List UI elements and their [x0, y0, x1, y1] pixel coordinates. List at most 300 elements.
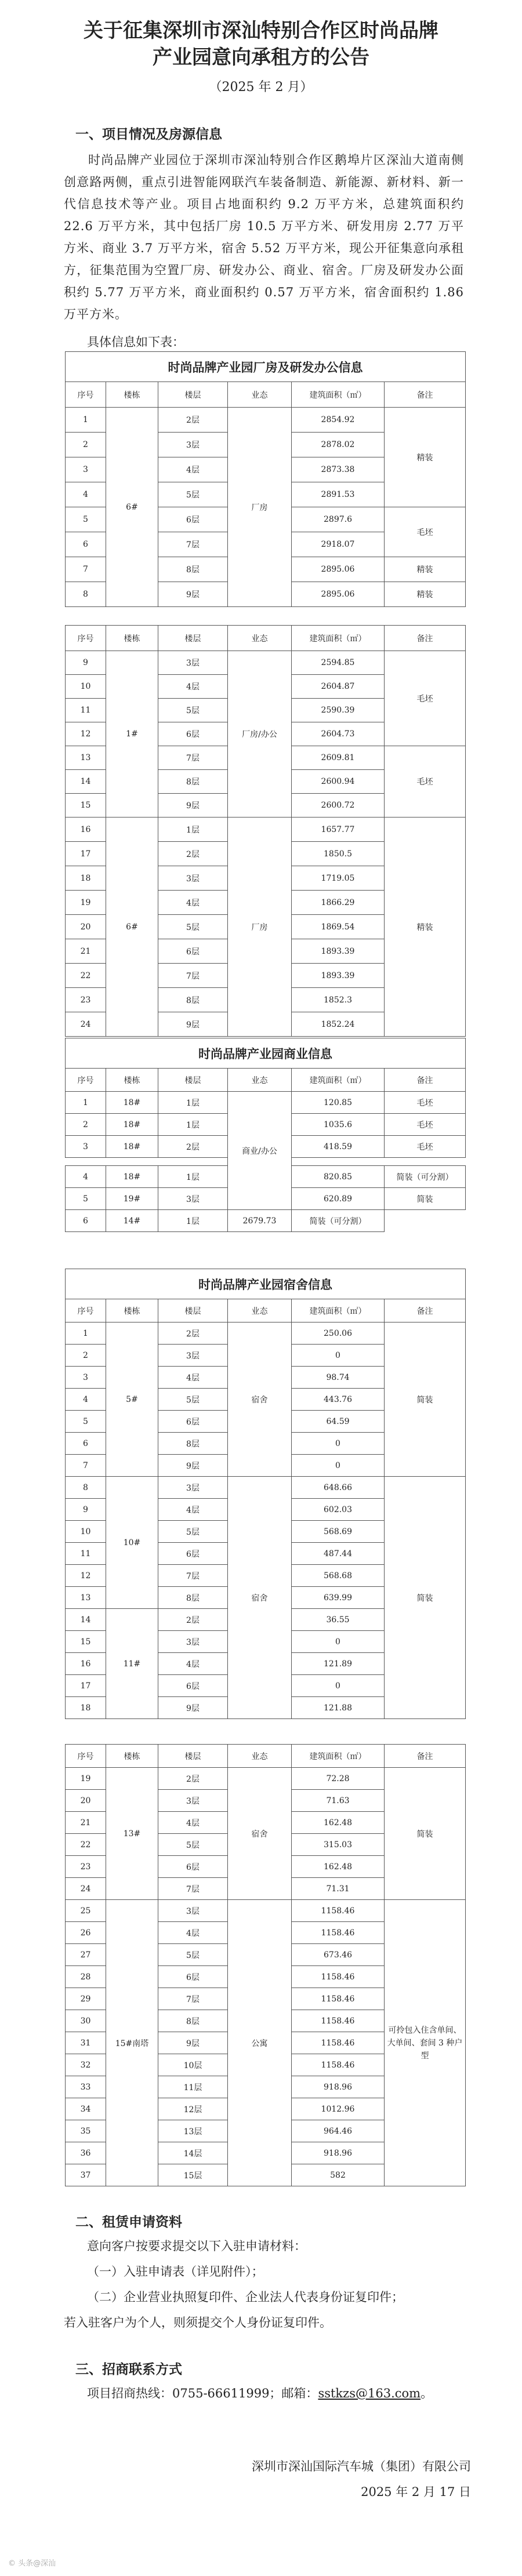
table-row: [66, 1322, 466, 1345]
cell-seq: 31: [66, 2032, 106, 2054]
cell-seq: 29: [66, 1988, 106, 2010]
cell-floor: 6层: [158, 1966, 228, 1988]
cell-area: 1158.46: [292, 1922, 385, 1944]
cell-floor: 4层: [158, 891, 228, 915]
header-remark: 备注: [385, 382, 466, 408]
cell-seq: 1: [66, 1092, 106, 1114]
table-row: [66, 1900, 466, 1922]
cell-floor: 4层: [158, 457, 228, 482]
cell-remark: 精装: [385, 557, 466, 582]
cell-seq: 15: [66, 1631, 106, 1653]
cell-remark: 毛坯: [385, 1092, 466, 1114]
cell-area: 2895.06: [292, 582, 385, 607]
cell-floor: 3层: [158, 1477, 228, 1499]
cell-seq: 37: [66, 2164, 106, 2186]
cell-floor: 2层: [158, 1609, 228, 1631]
application-note: 若入驻客户为个人，则须提交个人身份证复印件。: [64, 2316, 332, 2330]
cell-area: 964.46: [292, 2120, 385, 2142]
cell-area: 487.44: [292, 1543, 385, 1565]
cell-floor: 6层: [158, 507, 228, 532]
cell-floor: 3层: [158, 866, 228, 891]
cell-floor: 9层: [158, 582, 228, 607]
cell-floor: 4层: [158, 1653, 228, 1675]
cell-seq: 24: [66, 1012, 106, 1037]
cell-area: 120.85: [292, 1092, 385, 1114]
cell-area: 2878.02: [292, 433, 385, 457]
cell-remark: 精装: [385, 582, 466, 607]
cell-bldg: 18#: [106, 1114, 158, 1136]
cell-seq: 27: [66, 1944, 106, 1966]
cell-floor: 2层: [158, 842, 228, 866]
cell-seq: 12: [66, 722, 106, 746]
cell-seq: 23: [66, 1856, 106, 1878]
cell-area: 2594.85: [292, 651, 385, 675]
cell-seq: 13: [66, 746, 106, 770]
cell-floor: 6层: [158, 1856, 228, 1878]
cell-floor: 4层: [158, 1812, 228, 1834]
cell-floor: 8层: [158, 770, 228, 794]
cell-seq: 5: [66, 507, 106, 532]
cell-area: 2679.73: [228, 1210, 292, 1232]
cell-area: 121.89: [292, 1653, 385, 1675]
cell-seq: 9: [66, 1499, 106, 1521]
header-bldg: 楼栋: [106, 382, 158, 408]
cell-remark: 简装: [385, 1322, 466, 1477]
cell-use: 厂房: [228, 408, 292, 607]
cell-floor: 4层: [158, 1922, 228, 1944]
cell-seq: 33: [66, 2076, 106, 2098]
cell-area: 0: [292, 1675, 385, 1697]
cell-seq: 9: [66, 651, 106, 675]
cell-area: 1158.46: [292, 2032, 385, 2054]
header-floor: 楼层: [158, 382, 228, 408]
cell-seq: 6: [66, 532, 106, 557]
cell-area: 2604.73: [292, 722, 385, 746]
cell-seq: 7: [66, 557, 106, 582]
cell-area: 0: [292, 1433, 385, 1455]
cell-floor: 5层: [158, 915, 228, 939]
cell-use: 商业/办公: [228, 1092, 292, 1210]
cell-remark: 简装（可分割）: [385, 1166, 466, 1188]
table-header-row: [66, 1299, 466, 1322]
dormitory-table-continued: [65, 1744, 466, 2186]
cell-floor: 7层: [158, 1988, 228, 2010]
factory-office-table-continued: [65, 625, 466, 1037]
cell-floor: 4层: [158, 675, 228, 699]
cell-area: 2895.06: [292, 557, 385, 582]
contact-line: [87, 2384, 433, 2401]
cell-seq: 11: [66, 699, 106, 722]
cell-floor: 5层: [158, 482, 228, 507]
factory-table-caption: 时尚品牌产业园厂房及研发办公信息: [66, 352, 466, 382]
header-remark: 备注: [385, 626, 466, 651]
factory-office-table: [65, 351, 466, 607]
cell-floor: 5层: [158, 1389, 228, 1411]
table-row: [66, 818, 466, 842]
cell-area: 1657.77: [292, 818, 385, 842]
table-header-row: [66, 382, 466, 408]
cell-bldg: 13#: [106, 1768, 158, 1900]
cell-floor: 8层: [158, 1433, 228, 1455]
doc-date: （2025 年 2 月）: [209, 80, 313, 95]
cell-floor: 4层: [158, 1367, 228, 1389]
header-use: 业态: [228, 1299, 292, 1322]
cell-floor: 1层: [158, 1092, 228, 1114]
cell-floor: 6层: [158, 1411, 228, 1433]
header-remark: 备注: [385, 1299, 466, 1322]
header-remark: 备注: [385, 1069, 466, 1092]
cell-area: 1852.3: [292, 988, 385, 1012]
cell-area: 582: [292, 2164, 385, 2186]
cell-area: 918.96: [292, 2142, 385, 2164]
cell-remark: 毛坯: [385, 746, 466, 818]
cell-use: 宿舍: [228, 1477, 292, 1719]
cell-area: 250.06: [292, 1322, 385, 1345]
application-intro: 意向客户按要求提交以下入驻申请材料：: [87, 2239, 306, 2253]
cell-floor: 8层: [158, 1587, 228, 1609]
cell-remark: 简装: [385, 1768, 466, 1900]
contact-email-link[interactable]: sstkzs@163.com: [318, 2386, 421, 2400]
cell-floor: 6层: [158, 939, 228, 964]
cell-bldg: 10#: [106, 1477, 158, 1609]
cell-remark: 精装: [385, 408, 466, 507]
cell-floor: 12层: [158, 2098, 228, 2120]
cell-seq: 10: [66, 675, 106, 699]
cell-seq: 1: [66, 1322, 106, 1345]
cell-use: 厂房: [228, 818, 292, 1037]
cell-floor: 9层: [158, 794, 228, 818]
header-use: 业态: [228, 382, 292, 408]
application-item-2: （二）企业营业执照复印件、企业法人代表身份证复印件；: [87, 2290, 404, 2304]
cell-area: 568.68: [292, 1565, 385, 1587]
cell-floor: 11层: [158, 2076, 228, 2098]
cell-floor: 8层: [158, 557, 228, 582]
header-bldg: 楼栋: [106, 626, 158, 651]
cell-bldg: 6#: [106, 408, 158, 607]
dormitory-table-caption: 时尚品牌产业园宿舍信息: [66, 1269, 466, 1299]
cell-seq: 14: [66, 1609, 106, 1631]
cell-seq: 24: [66, 1878, 106, 1900]
cell-area: 2600.72: [292, 794, 385, 818]
header-use: 业态: [228, 1069, 292, 1092]
cell-area: 602.03: [292, 1499, 385, 1521]
table-row: [66, 1768, 466, 1790]
cell-floor: 14层: [158, 2142, 228, 2164]
cell-floor: 7层: [158, 964, 228, 988]
table-row: [66, 1210, 466, 1232]
cell-area: 162.48: [292, 1856, 385, 1878]
header-seq: 序号: [66, 382, 106, 408]
cell-area: 1866.29: [292, 891, 385, 915]
table-header-row: [66, 1069, 466, 1092]
table-header-row: [66, 626, 466, 651]
cell-area: 2590.39: [292, 699, 385, 722]
commercial-table: [65, 1038, 466, 1232]
cell-area: 64.59: [292, 1411, 385, 1433]
header-bldg: 楼栋: [106, 1069, 158, 1092]
cell-seq: 5: [66, 1188, 106, 1210]
cell-seq: 30: [66, 2010, 106, 2032]
cell-seq: 17: [66, 1675, 106, 1697]
cell-seq: 23: [66, 988, 106, 1012]
cell-floor: 2层: [158, 1136, 228, 1158]
cell-area: 648.66: [292, 1477, 385, 1499]
dormitory-table: [65, 1269, 466, 1719]
header-area: 建筑面积（㎡）: [292, 1299, 385, 1322]
cell-floor: 3层: [158, 1790, 228, 1812]
cell-area: 639.99: [292, 1587, 385, 1609]
cell-remark: 毛坯: [385, 507, 466, 557]
cell-floor: 1层: [158, 1114, 228, 1136]
contact-hotline: 项目招商热线：0755-66611999；邮箱：: [87, 2386, 318, 2400]
cell-floor: 3层: [158, 1345, 228, 1367]
header-remark: 备注: [385, 1745, 466, 1768]
cell-bldg: 18#: [106, 1136, 158, 1158]
cell-area: 1893.39: [292, 964, 385, 988]
cell-floor: 6层: [158, 1675, 228, 1697]
cell-seq: 3: [66, 1367, 106, 1389]
contact-suffix: 。: [420, 2386, 433, 2400]
cell-seq: 1: [66, 408, 106, 433]
cell-seq: 7: [66, 1455, 106, 1477]
header-seq: 序号: [66, 1069, 106, 1092]
cell-floor: 9层: [158, 1697, 228, 1719]
header-area: 建筑面积（㎡）: [292, 1069, 385, 1092]
cell-seq: 15: [66, 794, 106, 818]
cell-floor: 1层: [158, 818, 228, 842]
table-row: [66, 1092, 466, 1114]
cell-area: 2891.53: [292, 482, 385, 507]
cell-area: 1719.05: [292, 866, 385, 891]
cell-area: 620.89: [292, 1188, 385, 1210]
header-floor: 楼层: [158, 1745, 228, 1768]
cell-area: 2600.94: [292, 770, 385, 794]
doc-title: [35, 17, 487, 71]
cell-seq: 20: [66, 915, 106, 939]
cell-seq: 8: [66, 1477, 106, 1499]
cell-seq: 4: [66, 1389, 106, 1411]
cell-area: 2918.07: [292, 532, 385, 557]
table-row: [66, 408, 466, 433]
cell-seq: 36: [66, 2142, 106, 2164]
header-use: 业态: [228, 1745, 292, 1768]
cell-area: 1012.96: [292, 2098, 385, 2120]
header-use: 业态: [228, 626, 292, 651]
cell-remark: 毛坯: [385, 651, 466, 746]
section3-heading: 三、招商联系方式: [75, 2361, 182, 2377]
cell-area: 1158.46: [292, 1988, 385, 2010]
cell-area: 2609.81: [292, 746, 385, 770]
cell-floor: 8层: [158, 988, 228, 1012]
cell-remark: 可拎包入住含单间、大单间、套间 3 种户型: [385, 1900, 466, 2186]
cell-area: 418.59: [292, 1136, 385, 1158]
header-seq: 序号: [66, 1299, 106, 1322]
cell-floor: 15层: [158, 2164, 228, 2186]
cell-seq: 32: [66, 2054, 106, 2076]
section1-paragraph: 时尚品牌产业园位于深圳市深汕特别合作区鹅埠片区深汕大道南侧创意路两侧，重点引进智能网联汽车装备制造、新能源、新材料、新一代信息技术等产业。项目占地面积约 9.2 万平方米，总建筑面积约 22.6 万平方米，其中包括厂房 10.5 万平方米、研发用房 2.77 万平方米、商业 3.7 万平方米，宿舍 5.52 万平方米，现公开征集意向承租方，征集范围为空置厂房、研发办公、商业、宿舍。厂房及研发办公面积约 5.77 万平方米，商业面积约 0.57 万平方米，宿舍面积约 1.86 万平方米。: [64, 153, 464, 321]
cell-floor: 1层: [158, 1166, 228, 1188]
cell-seq: 35: [66, 2120, 106, 2142]
table-row: [66, 651, 466, 675]
cell-seq: 22: [66, 964, 106, 988]
cell-floor: 9层: [158, 2032, 228, 2054]
cell-area: 1869.54: [292, 915, 385, 939]
cell-area: 2873.38: [292, 457, 385, 482]
cell-use: 厂房/办公: [228, 651, 292, 818]
cell-seq: 5: [66, 1411, 106, 1433]
doc-title-line1: 关于征集深圳市深汕特别合作区时尚品牌: [84, 19, 438, 42]
header-floor: 楼层: [158, 626, 228, 651]
cell-seq: 28: [66, 1966, 106, 1988]
cell-seq: 6: [66, 1433, 106, 1455]
cell-seq: 25: [66, 1900, 106, 1922]
cell-bldg: 19#: [106, 1188, 158, 1210]
cell-remark: 毛坯: [385, 1114, 466, 1136]
cell-area: 568.69: [292, 1521, 385, 1543]
cell-floor: 8层: [158, 2010, 228, 2032]
cell-seq: 19: [66, 891, 106, 915]
header-area: 建筑面积（㎡）: [292, 382, 385, 408]
cell-floor: 6层: [158, 1543, 228, 1565]
cell-area: 72.28: [292, 1768, 385, 1790]
cell-floor: 5层: [158, 1834, 228, 1856]
cell-floor: 2层: [158, 1322, 228, 1345]
cell-seq: 18: [66, 1697, 106, 1719]
cell-area: 1158.46: [292, 1966, 385, 1988]
cell-seq: 4: [66, 1166, 106, 1188]
cell-area: 673.46: [292, 1944, 385, 1966]
cell-seq: 17: [66, 842, 106, 866]
cell-seq: 13: [66, 1587, 106, 1609]
cell-area: 918.96: [292, 2076, 385, 2098]
cell-bldg: 1#: [106, 651, 158, 818]
cell-remark: 简装（可分割）: [292, 1210, 385, 1232]
cell-area: 1852.24: [292, 1012, 385, 1037]
cell-area: 98.74: [292, 1367, 385, 1389]
cell-area: 1158.46: [292, 2010, 385, 2032]
cell-floor: 6层: [158, 722, 228, 746]
cell-floor: 4层: [158, 1499, 228, 1521]
section1-heading: 一、项目情况及房源信息: [75, 126, 222, 142]
cell-seq: 2: [66, 433, 106, 457]
cell-area: 71.31: [292, 1878, 385, 1900]
header-seq: 序号: [66, 626, 106, 651]
cell-seq: 6: [66, 1210, 106, 1232]
table-header-row: [66, 1745, 466, 1768]
header-bldg: 楼栋: [106, 1745, 158, 1768]
commercial-table-caption: 时尚品牌产业园商业信息: [66, 1038, 466, 1069]
cell-floor: 1层: [158, 1210, 228, 1232]
cell-area: 820.85: [292, 1166, 385, 1188]
cell-bldg: 14#: [106, 1210, 158, 1232]
cell-area: 1158.46: [292, 1900, 385, 1922]
cell-area: 0: [292, 1631, 385, 1653]
cell-area: 2897.6: [292, 507, 385, 532]
cell-use: 宿舍: [228, 1768, 292, 1900]
header-floor: 楼层: [158, 1069, 228, 1092]
cell-floor: 5层: [158, 699, 228, 722]
cell-seq: 12: [66, 1565, 106, 1587]
cell-seq: 2: [66, 1345, 106, 1367]
cell-bldg: 6#: [106, 818, 158, 1037]
cell-seq: 14: [66, 770, 106, 794]
cell-area: 315.03: [292, 1834, 385, 1856]
cell-floor: 9层: [158, 1012, 228, 1037]
cell-seq: 10: [66, 1521, 106, 1543]
cell-seq: 4: [66, 482, 106, 507]
header-seq: 序号: [66, 1745, 106, 1768]
section2-heading: 二、租赁申请资料: [75, 2214, 182, 2230]
cell-seq: 26: [66, 1922, 106, 1944]
cell-bldg: 15#南塔: [106, 1900, 158, 2186]
cell-floor: 5层: [158, 1521, 228, 1543]
cell-area: 162.48: [292, 1812, 385, 1834]
header-bldg: 楼栋: [106, 1299, 158, 1322]
cell-area: 443.76: [292, 1389, 385, 1411]
header-floor: 楼层: [158, 1299, 228, 1322]
cell-area: 36.55: [292, 1609, 385, 1631]
cell-area: 1893.39: [292, 939, 385, 964]
cell-floor: 2层: [158, 408, 228, 433]
cell-floor: 3层: [158, 1631, 228, 1653]
cell-area: 1850.5: [292, 842, 385, 866]
cell-remark: 精装: [385, 818, 466, 1037]
cell-seq: 11: [66, 1543, 106, 1565]
cell-area: 1158.46: [292, 2054, 385, 2076]
cell-seq: 16: [66, 1653, 106, 1675]
cell-area: 121.88: [292, 1697, 385, 1719]
cell-remark: 简装: [385, 1188, 466, 1210]
cell-seq: 8: [66, 582, 106, 607]
cell-floor: 3层: [158, 1900, 228, 1922]
cell-floor: 9层: [158, 1455, 228, 1477]
cell-floor: 13层: [158, 2120, 228, 2142]
cell-area: 0: [292, 1455, 385, 1477]
cell-bldg: 5#: [106, 1322, 158, 1477]
cell-seq: 2: [66, 1114, 106, 1136]
cell-seq: 21: [66, 939, 106, 964]
watermark: © 头条@深汕: [8, 2559, 56, 2568]
header-area: 建筑面积（㎡）: [292, 1745, 385, 1768]
cell-seq: 34: [66, 2098, 106, 2120]
cell-floor: 10层: [158, 2054, 228, 2076]
cell-seq: 20: [66, 1790, 106, 1812]
cell-seq: 18: [66, 866, 106, 891]
cell-area: 1035.6: [292, 1114, 385, 1136]
signature-date: 2025 年 2 月 17 日: [361, 2485, 471, 2499]
cell-floor: 7层: [158, 746, 228, 770]
cell-seq: 16: [66, 818, 106, 842]
cell-bldg: 18#: [106, 1166, 158, 1188]
cell-floor: 7层: [158, 1565, 228, 1587]
cell-floor: 3层: [158, 1188, 228, 1210]
cell-floor: 2层: [158, 1768, 228, 1790]
header-area: 建筑面积（㎡）: [292, 626, 385, 651]
cell-seq: 3: [66, 457, 106, 482]
table-row: [66, 1477, 466, 1499]
cell-area: 2854.92: [292, 408, 385, 433]
cell-area: 71.63: [292, 1790, 385, 1812]
cell-bldg: 18#: [106, 1092, 158, 1114]
cell-area: 0: [292, 1345, 385, 1367]
cell-floor: 3层: [158, 433, 228, 457]
cell-bldg: 11#: [106, 1609, 158, 1719]
doc-title-line2: 产业园意向承租方的公告: [153, 46, 369, 69]
cell-use: 公寓: [228, 1900, 292, 2186]
cell-area: 2604.87: [292, 675, 385, 699]
cell-seq: 22: [66, 1834, 106, 1856]
cell-remark: 毛坯: [385, 1136, 466, 1158]
